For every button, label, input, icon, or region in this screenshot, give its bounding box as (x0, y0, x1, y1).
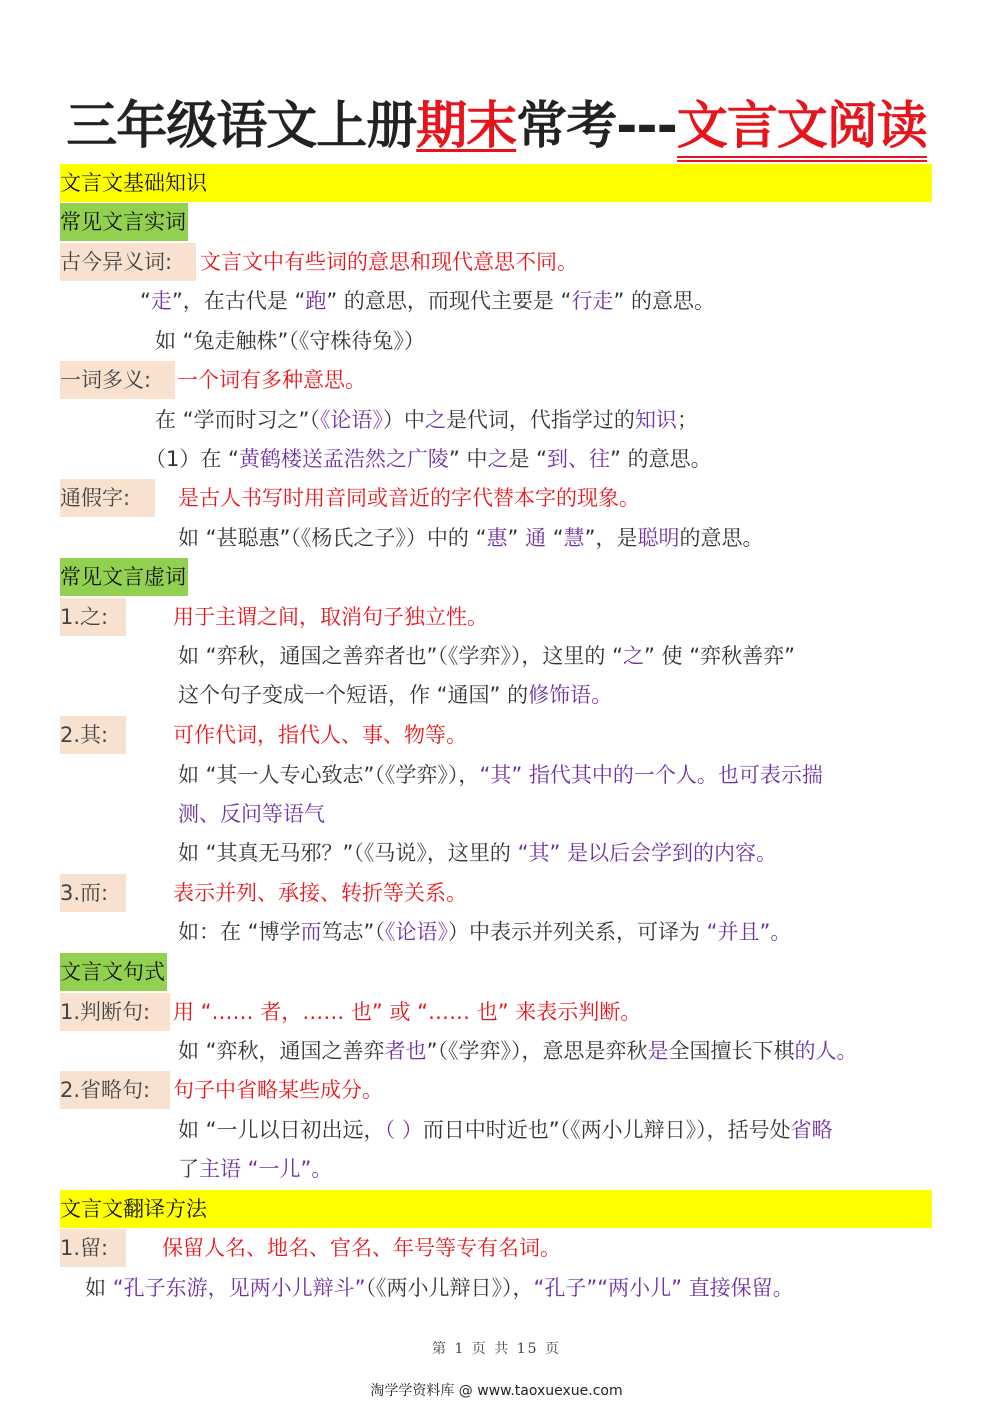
watermark: 淘学学资料库 @ www.taoxuexue.com (370, 1383, 623, 1399)
title-part3: 常考--- (516, 97, 677, 156)
row-text (140, 282, 715, 320)
body-text: ” (507, 526, 526, 550)
term-label: 2.其: (60, 716, 126, 754)
highlight-text: （ ） (384, 1118, 423, 1142)
row-text (155, 401, 698, 439)
highlight-text: 惠 (486, 526, 508, 550)
highlight-text: 黄鹤楼送孟浩然之广陵 (238, 447, 449, 471)
title-part4: 文言文阅读 (677, 97, 927, 162)
body-text: 如：在 “博学 (178, 920, 301, 944)
example-row (0, 1032, 993, 1070)
body-text: ” 使 “弈秋善弈” (644, 644, 795, 668)
definition-text: 用 “…… 者，…… 也” 或 “…… 也” 来表示判断。 (173, 1000, 642, 1024)
example-row (0, 322, 993, 360)
body-text: 如 “其一人专心致志”（《学弈》）， (178, 763, 480, 787)
highlight-text: 者也 (384, 1039, 427, 1063)
example-row (0, 913, 993, 951)
row-text (177, 361, 366, 399)
body-text: 如 “弈秋，通国之善弈者也”（《学弈》），这里的 “ (178, 644, 623, 668)
row-text (178, 1150, 332, 1188)
body-text: 全国擅长下棋 (668, 1039, 795, 1063)
body-text: 是 “ (508, 447, 548, 471)
highlight-text: 而 (300, 920, 322, 944)
highlight-text: 指代其中的一个人。也可表示揣 (522, 763, 823, 787)
example-row (0, 1269, 993, 1307)
highlight-text: “孔子东游，见两小儿辩斗” (112, 1276, 366, 1300)
example-row (0, 1150, 993, 1188)
term-label: 2.省略句: (60, 1071, 170, 1109)
highlight-text: 是 (647, 1039, 669, 1063)
row-text (145, 440, 712, 478)
row-text (178, 834, 777, 872)
term-row (0, 1229, 993, 1267)
body-text: ” 的意思。 (613, 289, 715, 313)
body-text: 如 “兔走触株”（《守株待兔》） (155, 329, 425, 353)
highlight-text: 聪明 (637, 526, 680, 550)
term-row (0, 874, 993, 912)
row-text (178, 795, 325, 833)
row-text (85, 1269, 794, 1307)
example-row (0, 519, 993, 557)
row-text (178, 637, 795, 675)
row-text (173, 716, 467, 754)
example-row (0, 282, 993, 320)
highlight-text: 《论语》 (319, 408, 383, 432)
highlight-text: 之 (424, 408, 446, 432)
definition-text: 一个词有多种意思。 (177, 368, 366, 392)
highlight-text: “并且”。 (706, 920, 792, 944)
row-text (178, 676, 612, 714)
highlight-text: 慧 (563, 526, 585, 550)
body-text: 如 “弈秋，通国之善弈 (178, 1039, 385, 1063)
highlight-text: 是以后会学到的内容。 (560, 841, 778, 865)
term-label: 1.判断句: (60, 993, 170, 1031)
term-row (0, 993, 993, 1031)
highlight-text: 之 (623, 644, 644, 668)
section-heading: 文言文翻译方法 (60, 1190, 932, 1228)
example-row (0, 401, 993, 439)
body-text: ” 的意思。 (610, 447, 712, 471)
highlight-text: 《论语》 (384, 920, 448, 944)
term-label: 1.留: (60, 1229, 126, 1267)
term-row (0, 1071, 993, 1109)
highlight-text: “其” (517, 841, 561, 865)
term-row (0, 598, 993, 636)
body-text: 在 “学而时习之”（ (155, 408, 320, 432)
definition-text: 可作代词，指代人、事、物等。 (173, 723, 467, 747)
row-text (200, 243, 578, 281)
body-text: 如 “一儿以日初出远， (178, 1118, 385, 1142)
highlight-text: 测、反问等语气 (178, 802, 325, 826)
body-text: ” 中 (448, 447, 488, 471)
example-row (0, 756, 993, 794)
row-text (173, 993, 641, 1031)
page-number: 第 1 页 共 15 页 (432, 1341, 561, 1357)
highlight-text: 之 (487, 447, 509, 471)
body-text: 的意思。 (679, 526, 764, 550)
term-row (0, 479, 993, 517)
row-text (178, 1032, 857, 1070)
highlight-text: 主语 “一儿”。 (199, 1157, 333, 1181)
body-text: ”，在古代是 “ (171, 289, 306, 313)
definition-text: 是古人书写时用音同或音近的字代替本字的现象。 (178, 486, 640, 510)
row-text (178, 756, 823, 794)
highlight-text: 通 (525, 526, 547, 550)
row-text (173, 1071, 383, 1109)
definition-text: 保留人名、地名、官名、年号等专有名词。 (162, 1236, 561, 1260)
section-heading: 常见文言虚词 (60, 558, 188, 596)
section-heading: 文言文句式 (60, 953, 167, 991)
body-text: “ (140, 289, 151, 313)
example-row (0, 834, 993, 872)
section-heading: 文言文基础知识 (60, 164, 932, 202)
highlight-text: 行走 (571, 289, 614, 313)
body-text: 而日中时近也”（《两小儿辩日》），括号处 (422, 1118, 791, 1142)
term-label: 通假字: (60, 479, 155, 517)
row-text (173, 598, 488, 636)
body-text: （《两小儿辩日》）， (365, 1276, 534, 1300)
body-text: 了 (178, 1157, 199, 1181)
highlight-text: 省略 (790, 1118, 833, 1142)
row-text (178, 1111, 833, 1149)
highlight-text: “孔子”“两小儿” 直接保留。 (533, 1276, 794, 1300)
row-text (155, 322, 425, 360)
highlight-text: 修饰语。 (528, 683, 613, 707)
body-text: 如 “甚聪惠”（《杨氏之子》）中的 “ (178, 526, 487, 550)
highlight-text: 跑 (305, 289, 327, 313)
example-row (0, 637, 993, 675)
title-part2: 期末 (416, 97, 517, 156)
highlight-text: “其” (479, 763, 523, 787)
body-text: （1）在 “ (145, 447, 239, 471)
body-text: 笃志”（ (321, 920, 385, 944)
body-text: 这个句子变成一个短语，作 “通国” 的 (178, 683, 529, 707)
body-text: ）中 (382, 408, 425, 432)
section-heading: 常见文言实词 (60, 203, 188, 241)
highlight-text: 到、往 (547, 447, 611, 471)
definition-text: 句子中省略某些成分。 (173, 1078, 383, 1102)
term-label: 一词多义: (60, 361, 175, 399)
row-text (162, 1229, 561, 1267)
body-text: ； (676, 408, 698, 432)
body-text: ）中表示并列关系，可译为 (447, 920, 707, 944)
term-row (0, 243, 993, 281)
body-text: 如 “其真无马邪？”（《马说》，这里的 (178, 841, 518, 865)
example-row (0, 440, 993, 478)
row-text (173, 874, 467, 912)
body-text: “ (546, 526, 564, 550)
body-text: ”，是 (584, 526, 638, 550)
definition-text: 表示并列、承接、转折等关系。 (173, 881, 467, 905)
page-title (0, 84, 993, 158)
term-label: 3.而: (60, 874, 126, 912)
body-text: 是代词，代指学过的 (445, 408, 635, 432)
example-row (0, 1111, 993, 1149)
highlight-text: 走 (150, 289, 172, 313)
body-text: 如 (85, 1276, 113, 1300)
title-part1: 三年级语文上册 (66, 97, 417, 156)
body-text: ” 的意思，而现代主要是 “ (326, 289, 572, 313)
term-label: 古今异义词: (60, 243, 196, 281)
definition-text: 文言文中有些词的意思和现代意思不同。 (200, 250, 578, 274)
term-row (0, 361, 993, 399)
definition-text: 用于主谓之间，取消句子独立性。 (173, 605, 488, 629)
term-row (0, 716, 993, 754)
row-text (178, 519, 764, 557)
example-row (0, 795, 993, 833)
body-text: ”（《学弈》），意思是弈秋 (426, 1039, 648, 1063)
example-row (0, 676, 993, 714)
highlight-text: 知识 (634, 408, 677, 432)
row-text (178, 913, 791, 951)
term-label: 1.之: (60, 598, 126, 636)
row-text (178, 479, 640, 517)
highlight-text: 的人。 (794, 1039, 858, 1063)
